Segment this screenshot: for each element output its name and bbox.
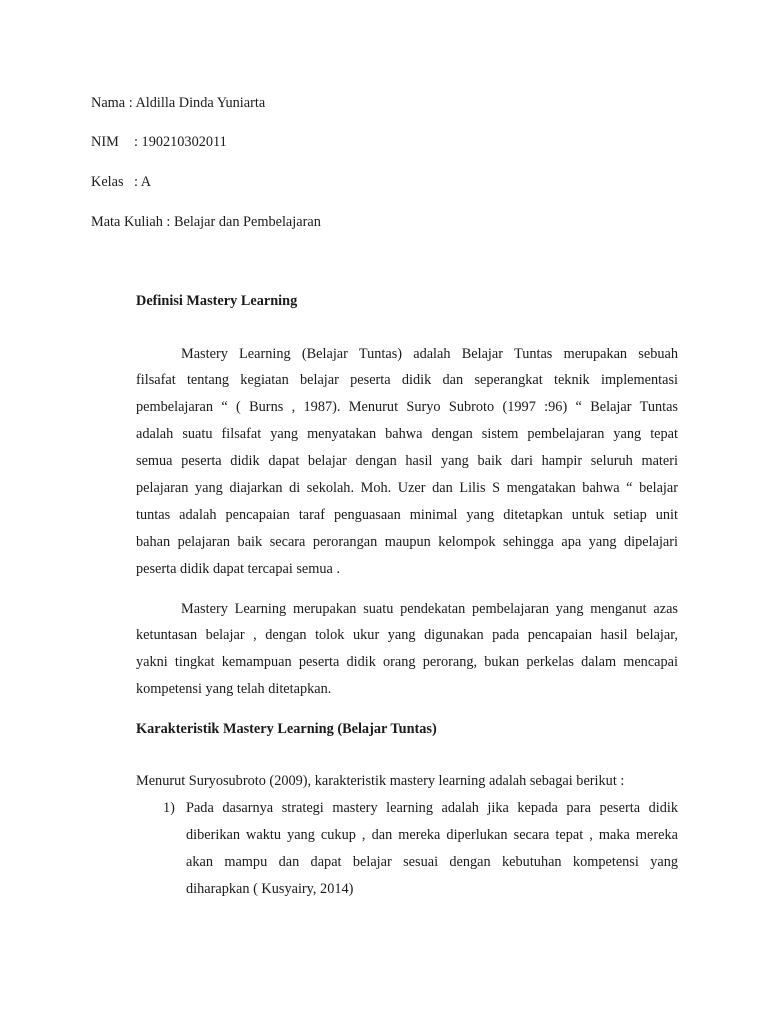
paragraph-line: yakni tingkat kemampuan peserta didik orang perorang, bukan perkelas dalam mencapai xyxy=(136,654,678,670)
list-item-line: diberikan waktu yang cukup , dan mereka diperlukan secara tepat , maka mereka xyxy=(186,827,678,843)
list-intro: Menurut Suryosubroto (2009), karakteristik mastery learning adalah sebagai berikut : xyxy=(136,773,625,789)
paragraph-line: bahan pelajaran baik secara perorangan maupun kelompok sehingga apa yang dipelajari xyxy=(136,534,678,550)
list-item-line: diharapkan ( Kusyairy, 2014) xyxy=(186,881,354,897)
paragraph-line: adalah suatu filsafat yang menyatakan bahwa dengan sistem pembelajaran yang tepat xyxy=(136,426,678,442)
list-item-line: akan mampu dan dapat belajar sesuai dengan kebutuhan kompetensi yang xyxy=(186,854,678,870)
paragraph-line: peserta didik dapat tercapai semua . xyxy=(136,561,341,577)
paragraph-line: pelajaran yang diajarkan di sekolah. Moh. Uzer dan Lilis S mengatakan bahwa “ belajar xyxy=(136,480,678,496)
paragraph-line: pembelajaran “ ( Burns , 1987). Menurut Suryo Subroto (1997 :96) “ Belajar Tuntas xyxy=(136,399,678,415)
student-name: Nama : Aldilla Dinda Yuniarta xyxy=(91,95,266,111)
paragraph-line: Mastery Learning merupakan suatu pendekatan pembelajaran yang menganut azas xyxy=(181,601,678,617)
list-item-number: 1) xyxy=(163,800,175,816)
heading-karakteristik: Karakteristik Mastery Learning (Belajar Tuntas) xyxy=(136,721,437,737)
paragraph-line: semua peserta didik dapat belajar dengan hasil yang baik dari hampir seluruh materi xyxy=(136,453,678,469)
student-nim-label: NIM xyxy=(91,134,119,150)
list-item-line: Pada dasarnya strategi mastery learning adalah jika kepada para peserta didik xyxy=(186,800,678,816)
paragraph-line: tuntas adalah pencapaian taraf penguasaan minimal yang ditetapkan untuk setiap unit xyxy=(136,507,678,523)
course-name: Mata Kuliah : Belajar dan Pembelajaran xyxy=(91,214,321,230)
paragraph-line: ketuntasan belajar , dengan tolok ukur yang digunakan pada pencapaian hasil belajar, xyxy=(136,627,678,643)
student-class-value: : A xyxy=(134,174,152,190)
student-nim-value: : 190210302011 xyxy=(134,134,227,150)
student-class-label: Kelas xyxy=(91,174,124,190)
paragraph-line: Mastery Learning (Belajar Tuntas) adalah Belajar Tuntas merupakan sebuah xyxy=(181,346,678,362)
paragraph-line: kompetensi yang telah ditetapkan. xyxy=(136,681,332,697)
heading-definisi: Definisi Mastery Learning xyxy=(136,293,298,309)
paragraph-line: filsafat tentang kegiatan belajar peserta didik dan seperangkat teknik implementasi xyxy=(136,372,678,388)
